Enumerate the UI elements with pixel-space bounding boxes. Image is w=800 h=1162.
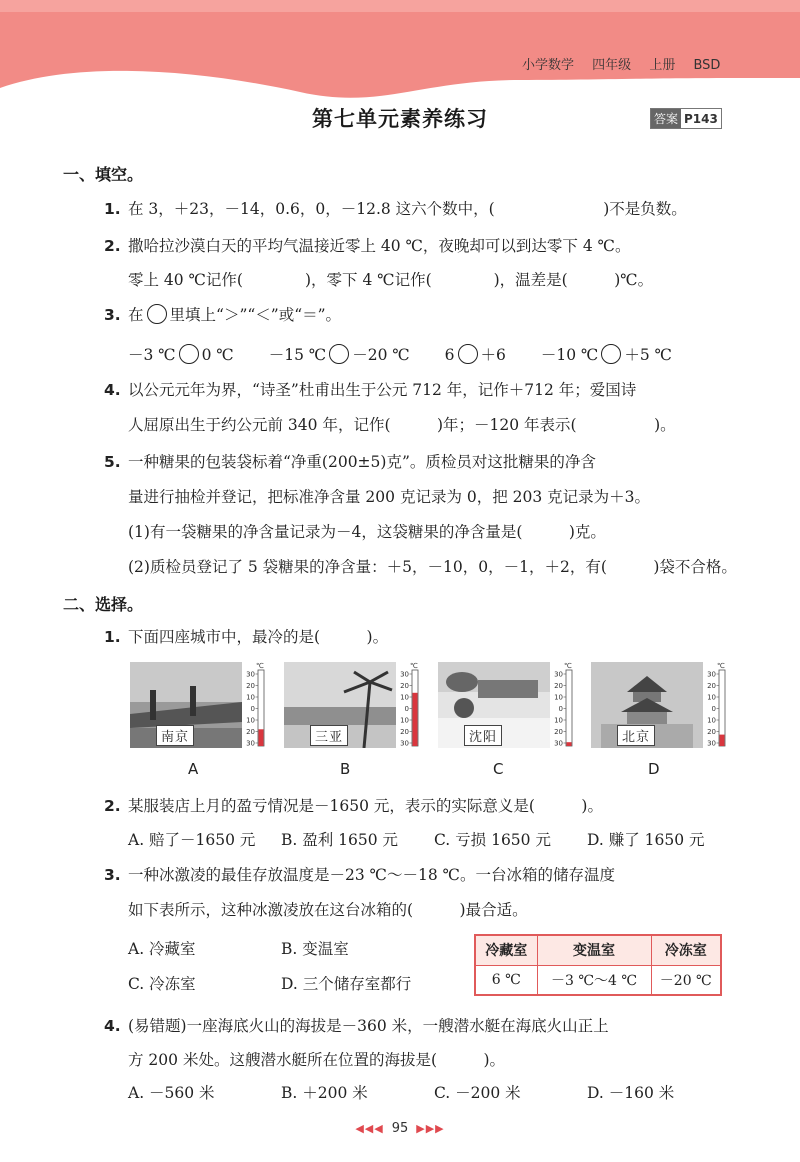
edition-label: BSD <box>693 58 721 73</box>
thermometer-tick-label: 10 <box>246 693 255 702</box>
answer-reference <box>650 108 722 129</box>
question-number: 3. <box>104 306 121 324</box>
page-number: 95 <box>391 1121 409 1136</box>
table-row <box>475 965 721 995</box>
question-text: 里填上“＞”“＜”或“＝”。 <box>169 306 342 324</box>
city-card-sanya[interactable] <box>284 660 418 748</box>
thermometer-tick-label: 20 <box>246 682 255 690</box>
table-header: 冷藏室 <box>475 935 537 965</box>
page-footer <box>0 1121 800 1136</box>
comparison-pair: －15 ℃ －20 ℃ <box>268 346 410 364</box>
thermometer-tick-label: 0 <box>558 705 563 713</box>
thermometer-fill <box>259 729 264 746</box>
thermometer-unit: ℃ <box>564 662 572 670</box>
question-2-4 <box>104 1014 609 1036</box>
city-label: 南京 <box>156 725 194 746</box>
question-1-5-line2: 量进行抽检并登记，把标准净含量 200 克记录为 0，把 203 克记录为＋3。 <box>128 488 651 506</box>
thermometer-tick-label: 20 <box>400 682 409 690</box>
city-card-shenyang[interactable] <box>438 660 572 748</box>
table-header: 冷冻室 <box>651 935 721 965</box>
answer-page: P143 <box>684 111 718 126</box>
option-b[interactable]: B. 变温室 <box>281 940 349 958</box>
thermometer-fill <box>567 742 572 746</box>
subject-label: 小学数学 <box>522 58 575 73</box>
question-number: 3. <box>104 866 121 884</box>
thermometer-icon <box>242 660 266 748</box>
thermometer-tick-label: 10 <box>246 716 255 725</box>
option-c[interactable]: C. 亏损 1650 元 <box>434 831 551 849</box>
city-label: 三亚 <box>310 725 348 746</box>
answer-circle[interactable] <box>458 344 478 364</box>
thermometer-tick-label: 10 <box>707 693 716 702</box>
question-1-5-sub1: (1)有一袋糖果的净含量记录为－4，这袋糖果的净含量是( )克。 <box>128 523 606 541</box>
thermometer-tick-label: 10 <box>554 693 563 702</box>
thermometer-tick-label: 10 <box>554 716 563 725</box>
question-text: 一种冰激凌的最佳存放温度是－23 ℃～－18 ℃。一台冰箱的储存温度 <box>128 866 615 884</box>
volume-label: 上册 <box>649 58 676 73</box>
thermometer-tick-label: 30 <box>554 670 563 679</box>
thermometer-tick-label: 0 <box>250 705 255 713</box>
option-c[interactable]: C. －200 米 <box>434 1084 521 1102</box>
options-2-3-row2 <box>128 972 411 994</box>
city-label: 沈阳 <box>464 725 502 746</box>
question-2-3-line2: 如下表所示，这种冰激凌放在这台冰箱的( )最合适。 <box>128 901 528 919</box>
prev-arrows-icon: ◀◀◀ <box>355 1122 384 1135</box>
thermometer-tick-label: 30 <box>554 739 563 748</box>
thermometer-unit: ℃ <box>410 662 418 670</box>
option-letter-c[interactable]: C <box>493 760 504 778</box>
header-meta <box>522 54 734 73</box>
option-letter-d[interactable]: D <box>648 760 660 778</box>
question-1-4 <box>104 378 636 400</box>
grade-label: 四年级 <box>592 58 632 73</box>
answer-circle[interactable] <box>179 344 199 364</box>
option-c[interactable]: C. 冷冻室 <box>128 975 196 993</box>
thermometer-tube <box>566 670 572 746</box>
question-1-2-line2: 零上 40 ℃记作( )，零下 4 ℃记作( )，温差是( )℃。 <box>128 271 654 289</box>
option-a[interactable]: A. 冷藏室 <box>128 940 196 958</box>
option-letter-a[interactable]: A <box>188 760 199 778</box>
question-text: (易错题)一座海底火山的海拔是－360 米，一艘潜水艇在海底火山正上 <box>128 1017 609 1035</box>
thermometer-unit: ℃ <box>256 662 264 670</box>
thermometer-tick-label: 20 <box>554 728 563 736</box>
thermometer-tick-label: 10 <box>707 716 716 725</box>
thermometer-icon <box>396 660 420 748</box>
thermometer-tick-label: 20 <box>400 728 409 736</box>
question-1-2 <box>104 234 630 256</box>
thermometer-tick-label: 10 <box>400 716 409 725</box>
option-b[interactable]: B. 盈利 1650 元 <box>281 831 399 849</box>
thermometer-tick-label: 10 <box>400 693 409 702</box>
table-cell: －3 ℃～4 ℃ <box>537 965 651 995</box>
table-cell: 6 ℃ <box>475 965 537 995</box>
question-text: 在 <box>128 306 144 324</box>
question-2-3 <box>104 863 615 885</box>
question-1-3 <box>104 303 341 325</box>
question-number: 5. <box>104 453 121 471</box>
question-number: 4. <box>104 381 121 399</box>
question-2-1 <box>104 625 388 647</box>
question-text: 某服装店上月的盈亏情况是－1650 元，表示的实际意义是( )。 <box>128 797 603 815</box>
options-2-4 <box>128 1081 674 1103</box>
thermometer-tick-label: 20 <box>707 682 716 690</box>
question-number: 1. <box>104 200 121 218</box>
option-letter-b[interactable]: B <box>340 760 351 778</box>
thermometer-tick-label: 30 <box>707 739 716 748</box>
thermometer-tick-label: 30 <box>246 739 255 748</box>
thermometer-fill <box>720 735 725 746</box>
option-a[interactable]: A. 赔了－1650 元 <box>128 831 256 849</box>
thermometer-tick-label: 30 <box>246 670 255 679</box>
question-number: 2. <box>104 797 121 815</box>
options-2-3-row1 <box>128 937 349 959</box>
question-1-5 <box>104 450 596 472</box>
thermometer-tick-label: 30 <box>400 739 409 748</box>
thermometer-tick-label: 20 <box>554 682 563 690</box>
table-cell: －20 ℃ <box>651 965 721 995</box>
section-heading-fill: 一、填空。 <box>63 165 144 184</box>
city-card-beijing[interactable] <box>591 660 725 748</box>
comparison-pair: －10 ℃ ＋5 ℃ <box>540 346 672 364</box>
city-card-nanjing[interactable] <box>130 660 264 748</box>
city-label: 北京 <box>617 725 655 746</box>
question-text: 在 3，＋23，－14，0.6，0，－12.8 这六个数中，( )不是负数。 <box>128 200 687 218</box>
thermometer-fill <box>413 693 418 746</box>
thermometer-tube <box>719 670 725 746</box>
question-number: 2. <box>104 237 121 255</box>
thermometer-tick-label: 0 <box>404 705 409 713</box>
question-text: 撒哈拉沙漠白天的平均气温接近零上 40 ℃，夜晚却可以到达零下 4 ℃。 <box>128 237 631 255</box>
next-arrows-icon: ▶▶▶ <box>416 1122 445 1135</box>
comparison-pair: 6 ＋6 <box>444 346 506 364</box>
thermometer-icon <box>703 660 727 748</box>
thermometer-tick-label: 20 <box>707 728 716 736</box>
table-header: 变温室 <box>537 935 651 965</box>
option-d[interactable]: D. －160 米 <box>587 1084 675 1102</box>
question-2-2 <box>104 794 603 816</box>
answer-circle[interactable] <box>329 344 349 364</box>
question-1-4-line2: 人屈原出生于约公元前 340 年，记作( )年；－120 年表示( )。 <box>128 416 676 434</box>
page-title: 第七单元素养练习 <box>312 107 488 131</box>
fridge-temperature-table <box>474 934 722 996</box>
question-1-1 <box>104 197 687 219</box>
option-d[interactable]: D. 赚了 1650 元 <box>587 831 705 849</box>
thermometer-unit: ℃ <box>717 662 725 670</box>
header-banner <box>0 0 800 100</box>
question-2-4-line2: 方 200 米处。这艘潜水艇所在位置的海拔是( )。 <box>128 1051 506 1069</box>
comparison-pair: －3 ℃ 0 ℃ <box>128 346 234 364</box>
thermometer-tick-label: 30 <box>707 670 716 679</box>
thermometer-icon <box>550 660 574 748</box>
section-heading-choice: 二、选择。 <box>63 595 144 614</box>
comparison-row <box>128 343 702 365</box>
question-text: 下面四座城市中，最冷的是( )。 <box>128 628 389 646</box>
option-b[interactable]: B. ＋200 米 <box>281 1084 368 1102</box>
option-d[interactable]: D. 三个储存室都行 <box>281 975 412 993</box>
options-2-2 <box>128 828 705 850</box>
question-number: 4. <box>104 1017 121 1035</box>
question-1-5-sub2: (2)质检员登记了 5 袋糖果的净含量：＋5，－10，0，－1，＋2，有( )袋不合格。 <box>128 558 737 576</box>
question-text: 一种糖果的包装袋标着“净重(200±5)克”。质检员对这批糖果的净含 <box>128 453 596 471</box>
table-header-row <box>475 935 721 965</box>
thermometer-tick-label: 20 <box>246 728 255 736</box>
answer-label: 答案 <box>651 109 681 128</box>
question-number: 1. <box>104 628 121 646</box>
option-a[interactable]: A. －560 米 <box>128 1084 215 1102</box>
answer-circle[interactable] <box>601 344 621 364</box>
question-text: 以公元元年为界，“诗圣”杜甫出生于公元 712 年，记作＋712 年；爱国诗 <box>128 381 637 399</box>
thermometer-tick-label: 30 <box>400 670 409 679</box>
answer-circle[interactable] <box>147 304 167 324</box>
thermometer-tick-label: 0 <box>711 705 716 713</box>
